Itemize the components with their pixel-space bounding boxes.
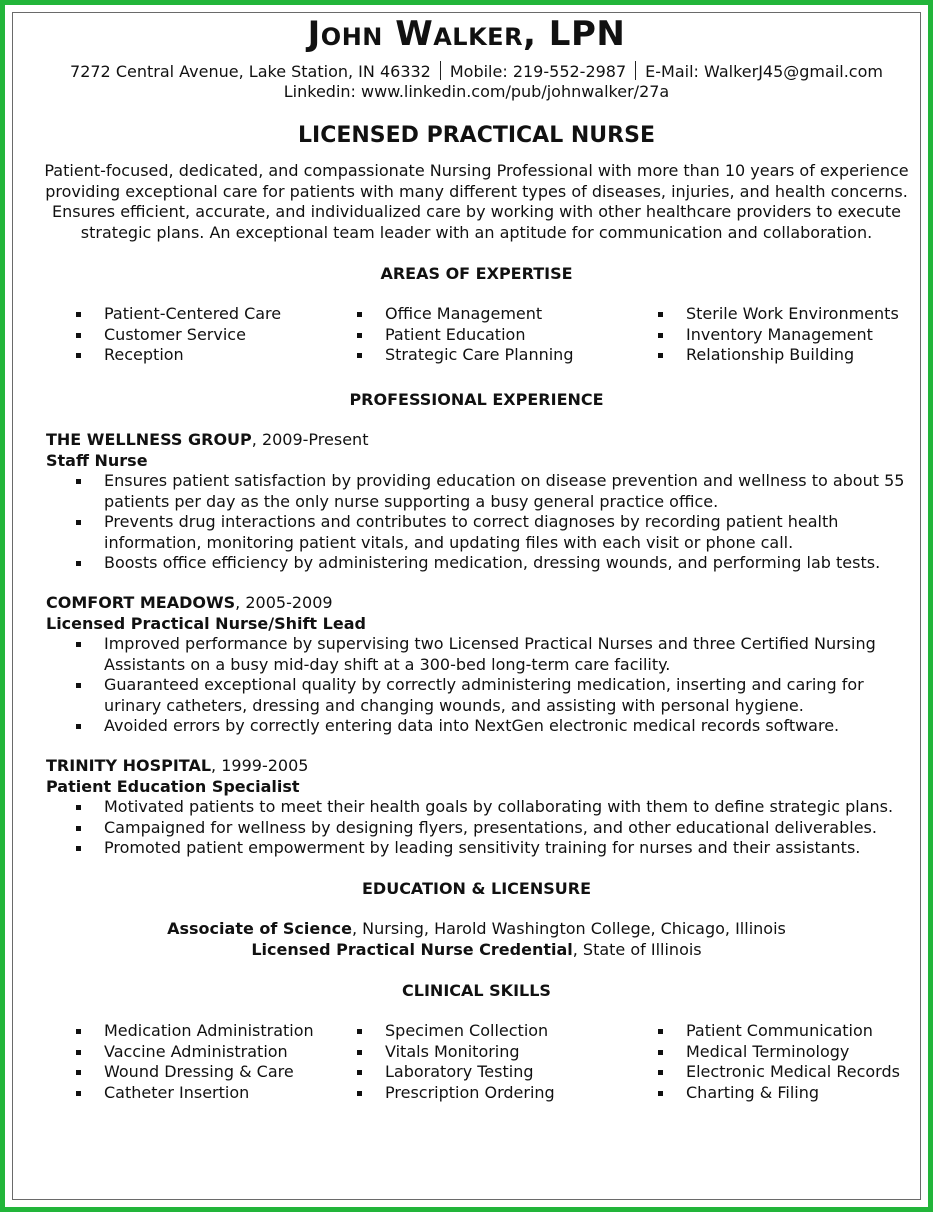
expertise-column [357,304,573,366]
bullet-icon [658,1091,663,1096]
list-item: Charting & Filing [658,1083,900,1104]
bullet-icon [76,353,81,358]
job-bullets [46,471,906,574]
skills-heading: CLINICAL SKILLS [402,981,551,1000]
skills-column [76,1021,314,1103]
bullet-icon [357,353,362,358]
list-item: Motivated patients to meet their health goals by collaborating with them to define strategic plans. [76,797,906,818]
list-item: Vitals Monitoring [357,1042,555,1063]
bullet-icon [76,724,81,729]
summary-paragraph: Patient-focused, dedicated, and compassionate Nursing Professional with more than 10 years of experience providing exceptional care for patients with many different types of diseases, injuries, and health concerns. Ensures efficient, accurate, and individualized care by working with other healthcare providers to execute strategic plans. An exceptional team leader with an aptitude for communication and collaboration. [44,161,909,242]
address: 7272 Central Avenue, Lake Station, IN 46332 [70,62,431,81]
bullet-icon [76,846,81,851]
resume-title: LICENSED PRACTICAL NURSE [298,123,655,148]
list-item: Prescription Ordering [357,1083,555,1104]
list-item: Wound Dressing & Care [76,1062,314,1083]
list-item: Laboratory Testing [357,1062,555,1083]
job-header [46,593,906,614]
list-item: Strategic Care Planning [357,345,573,366]
bullet-icon [658,353,663,358]
license-entry: Licensed Practical Nurse Credential, State of Illinois [251,940,702,959]
bullet-icon [357,1029,362,1034]
company-name: TRINITY HOSPITAL [46,756,212,775]
list-item: Ensures patient satisfaction by providing education on disease prevention and wellness to about 55 patients per day as the only nurse supporting a busy general practice office. [76,471,906,512]
skills-column [658,1021,900,1103]
expertise-column [658,304,899,366]
divider [635,61,636,80]
list-item: Sterile Work Environments [658,304,899,325]
education-entry: Associate of Science, Nursing, Harold Washington College, Chicago, Illinois [167,919,786,938]
list-item: Patient Communication [658,1021,900,1042]
contact-line [0,61,933,81]
bullet-icon [658,312,663,317]
bullet-icon [76,642,81,647]
mobile: Mobile: 219-552-2987 [449,62,627,81]
list-item: Avoided errors by correctly entering data into NextGen electronic medical records software. [76,716,906,737]
skills-column [357,1021,555,1103]
bullet-icon [76,1091,81,1096]
job-dates: , 2009-Present [251,430,369,449]
divider [440,61,441,80]
list-item: Patient-Centered Care [76,304,281,325]
list-item: Prevents drug interactions and contributes to correct diagnoses by recording patient health information, monitoring patient vitals, and updating files with each visit or phone call. [76,512,906,553]
list-item: Customer Service [76,325,281,346]
email: E-Mail: WalkerJ45@gmail.com [645,62,883,81]
job-role: Licensed Practical Nurse/Shift Lead [46,613,366,633]
bullet-icon [76,561,81,566]
bullet-icon [76,520,81,525]
list-item: Electronic Medical Records [658,1062,900,1083]
company-name: COMFORT MEADOWS [46,593,236,612]
job-role: Staff Nurse [46,450,148,470]
list-item: Catheter Insertion [76,1083,314,1104]
expertise-heading: AREAS OF EXPERTISE [380,264,573,283]
list-item: Relationship Building [658,345,899,366]
bullet-icon [76,683,81,688]
bullet-icon [658,1050,663,1055]
list-item: Reception [76,345,281,366]
list-item: Medical Terminology [658,1042,900,1063]
bullet-icon [76,312,81,317]
bullet-icon [76,333,81,338]
bullet-icon [658,1070,663,1075]
linkedin: Linkedin: www.linkedin.com/pub/johnwalker/27a [283,82,670,101]
list-item: Office Management [357,304,573,325]
job-header [46,756,906,777]
bullet-icon [357,1070,362,1075]
bullet-icon [76,479,81,484]
list-item: Medication Administration [76,1021,314,1042]
degree: Associate of Science [167,919,352,938]
bullet-icon [76,1070,81,1075]
expertise-column [76,304,281,366]
job-role: Patient Education Specialist [46,776,300,796]
job-dates: , 1999-2005 [211,756,309,775]
job-bullets [46,634,906,737]
company-name: THE WELLNESS GROUP [46,430,252,449]
credential: Licensed Practical Nurse Credential [251,940,573,959]
experience-heading: PROFESSIONAL EXPERIENCE [349,390,604,409]
job-bullets [46,797,906,859]
education-heading: EDUCATION & LICENSURE [361,879,591,898]
list-item: Specimen Collection [357,1021,555,1042]
list-item: Patient Education [357,325,573,346]
job-entry [46,430,906,574]
bullet-icon [357,1050,362,1055]
bullet-icon [658,333,663,338]
bullet-icon [658,1029,663,1034]
job-entry [46,593,906,737]
list-item: Guaranteed exceptional quality by correctly administering medication, inserting and caring for urinary catheters, dressing and changing wounds, and assisting with personal hygiene. [76,675,906,716]
bullet-icon [357,1091,362,1096]
bullet-icon [76,1050,81,1055]
list-item: Promoted patient empowerment by leading sensitivity training for nurses and their assistants. [76,838,906,859]
bullet-icon [76,826,81,831]
bullet-icon [357,312,362,317]
job-entry [46,756,906,859]
job-dates: , 2005-2009 [235,593,333,612]
candidate-name: John Walker, LPN [307,14,626,54]
list-item: Boosts office efficiency by administering medication, dressing wounds, and performing lab tests. [76,553,906,574]
bullet-icon [357,333,362,338]
job-header [46,430,906,451]
list-item: Vaccine Administration [76,1042,314,1063]
bullet-icon [76,805,81,810]
list-item: Inventory Management [658,325,899,346]
list-item: Improved performance by supervising two Licensed Practical Nurses and three Certified Nursing Assistants on a busy mid-day shift at a 300-bed long-term care facility. [76,634,906,675]
bullet-icon [76,1029,81,1034]
list-item: Campaigned for wellness by designing flyers, presentations, and other educational deliverables. [76,818,906,839]
